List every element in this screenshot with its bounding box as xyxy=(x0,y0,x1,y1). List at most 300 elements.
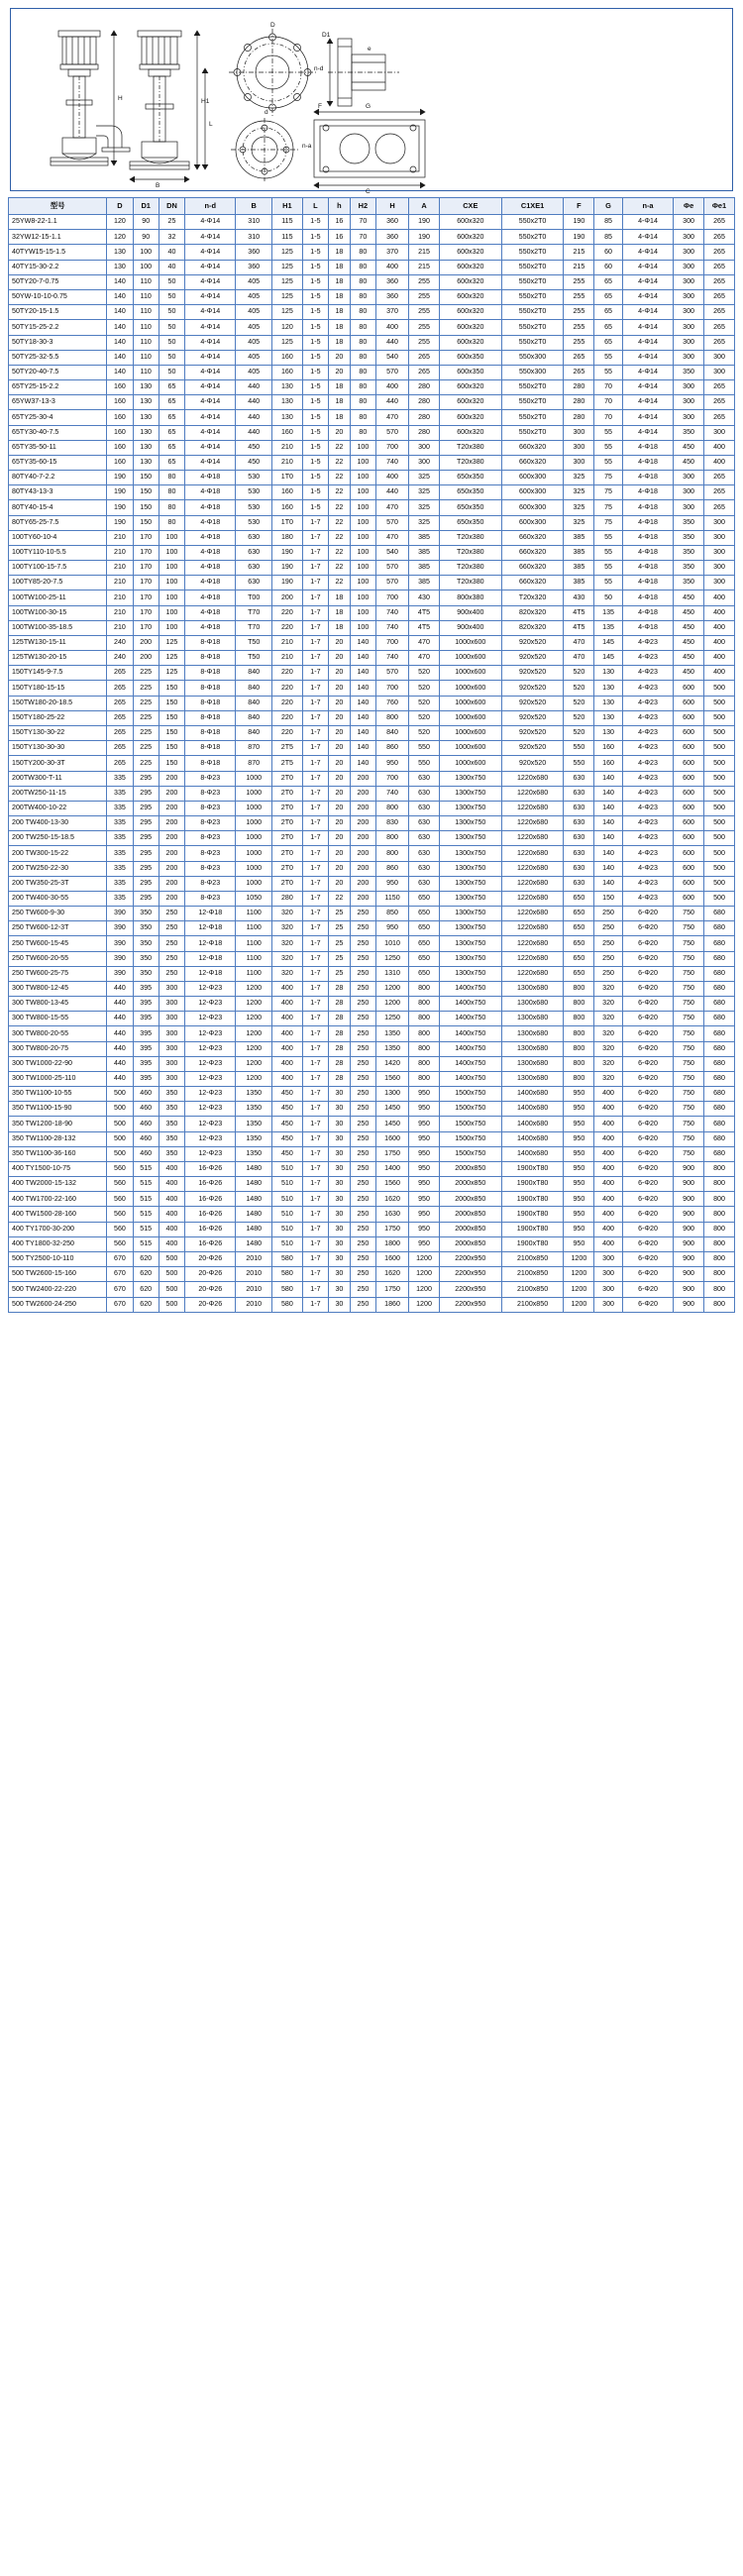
cell-value: 140 xyxy=(350,681,375,696)
cell-value: 750 xyxy=(674,1131,704,1146)
col-phi-e: Φe xyxy=(674,198,704,215)
cell-value: 160 xyxy=(107,380,133,395)
cell-value: 1220x680 xyxy=(501,771,564,786)
cell-model: 65TY35-50-11 xyxy=(9,440,107,455)
cell-value: 630 xyxy=(564,786,594,801)
col-H2: H2 xyxy=(350,198,375,215)
cell-value: 300 xyxy=(704,576,735,590)
cell-model: 500 TW2400-22-220 xyxy=(9,1282,107,1297)
cell-value: 405 xyxy=(236,305,272,320)
cell-value: 1-7 xyxy=(302,1102,328,1117)
cell-value: 220 xyxy=(271,696,302,710)
cell-value: 280 xyxy=(409,410,440,425)
cell-value: 450 xyxy=(674,651,704,666)
cell-value: 130 xyxy=(271,380,302,395)
cell-value: T20x380 xyxy=(439,530,501,545)
cell-value: 470 xyxy=(564,651,594,666)
cell-value: 515 xyxy=(133,1161,159,1176)
col-CXE: CXE xyxy=(439,198,501,215)
cell-value: 150 xyxy=(159,710,184,725)
cell-value: 800 xyxy=(375,801,408,815)
cell-value: 600x320 xyxy=(439,260,501,274)
table-row xyxy=(9,635,735,650)
cell-value: 215 xyxy=(564,260,594,274)
dim-label-D1: D1 xyxy=(322,32,331,39)
cell-value: 80 xyxy=(350,335,375,350)
cell-value: 510 xyxy=(271,1207,302,1222)
cell-value: 4-Φ18 xyxy=(622,605,673,620)
cell-value: 680 xyxy=(704,1012,735,1026)
cell-value: 55 xyxy=(594,425,623,440)
cell-value: 55 xyxy=(594,365,623,379)
cell-value: 210 xyxy=(271,635,302,650)
cell-value: 4-Φ14 xyxy=(185,260,236,274)
cell-value: 1-7 xyxy=(302,1012,328,1026)
cell-value: 460 xyxy=(133,1131,159,1146)
cell-value: 20 xyxy=(329,801,351,815)
cell-value: 1200 xyxy=(375,981,408,996)
cell-value: 1220x680 xyxy=(501,816,564,831)
table-row xyxy=(9,1056,735,1071)
cell-value: 950 xyxy=(409,1222,440,1236)
table-row xyxy=(9,1192,735,1207)
cell-value: 130 xyxy=(133,395,159,410)
table-row xyxy=(9,1161,735,1176)
cell-value: 125 xyxy=(271,335,302,350)
cell-value: 4-Φ18 xyxy=(185,515,236,530)
table-row xyxy=(9,651,735,666)
cell-value: 250 xyxy=(350,1297,375,1312)
cell-value: 405 xyxy=(236,290,272,305)
cell-value: 1750 xyxy=(375,1282,408,1297)
cell-value: 400 xyxy=(594,1177,623,1192)
cell-value: 310 xyxy=(236,230,272,245)
cell-value: 350 xyxy=(159,1117,184,1131)
cell-value: 515 xyxy=(133,1236,159,1251)
cell-value: 1300x680 xyxy=(501,1041,564,1056)
cell-value: 110 xyxy=(133,274,159,289)
cell-value: 16-Φ26 xyxy=(185,1192,236,1207)
cell-value: 130 xyxy=(594,666,623,681)
cell-value: 650x350 xyxy=(439,515,501,530)
cell-value: 550x2T0 xyxy=(501,274,564,289)
cell-value: 200 xyxy=(350,831,375,846)
cell-value: 385 xyxy=(564,561,594,576)
cell-value: 4-Φ14 xyxy=(622,425,673,440)
cell-value: 440 xyxy=(107,1071,133,1086)
cell-value: 300 xyxy=(674,274,704,289)
table-row xyxy=(9,1236,735,1251)
cell-value: 100 xyxy=(350,455,375,470)
cell-value: 1010 xyxy=(375,936,408,951)
cell-value: 6-Φ20 xyxy=(622,1282,673,1297)
cell-value: 250 xyxy=(350,951,375,966)
cell-value: 1250 xyxy=(375,951,408,966)
cell-value: 80 xyxy=(350,260,375,274)
table-row xyxy=(9,410,735,425)
cell-value: 900x400 xyxy=(439,605,501,620)
cell-value: 1620 xyxy=(375,1192,408,1207)
cell-value: 12-Φ23 xyxy=(185,1087,236,1102)
cell-value: 22 xyxy=(329,576,351,590)
cell-value: 4-Φ23 xyxy=(622,816,673,831)
cell-value: 520 xyxy=(409,681,440,696)
cell-value: 440 xyxy=(107,1056,133,1071)
cell-value: 600 xyxy=(674,741,704,756)
cell-value: T50 xyxy=(236,651,272,666)
cell-value: 1-7 xyxy=(302,651,328,666)
cell-value: 80 xyxy=(159,515,184,530)
cell-value: 2000x850 xyxy=(439,1222,501,1236)
cell-value: 800 xyxy=(409,1026,440,1041)
cell-value: 570 xyxy=(375,425,408,440)
cell-value: 550x2T0 xyxy=(501,395,564,410)
cell-value: 140 xyxy=(107,365,133,379)
cell-value: 350 xyxy=(133,907,159,921)
cell-value: 255 xyxy=(409,274,440,289)
cell-value: 4-Φ14 xyxy=(622,365,673,379)
cell-value: 1200 xyxy=(409,1252,440,1267)
cell-model: 50YW-10-10-0.75 xyxy=(9,290,107,305)
cell-value: 18 xyxy=(329,320,351,335)
cell-value: 8-Φ18 xyxy=(185,725,236,740)
cell-value: 4-Φ14 xyxy=(622,260,673,274)
cell-model: 350 TW1100-28-132 xyxy=(9,1131,107,1146)
cell-value: 75 xyxy=(594,515,623,530)
table-row xyxy=(9,1177,735,1192)
cell-value: 300 xyxy=(704,530,735,545)
cell-value: 140 xyxy=(594,831,623,846)
cell-value: 55 xyxy=(594,440,623,455)
cell-value: 1480 xyxy=(236,1222,272,1236)
cell-value: 140 xyxy=(350,725,375,740)
cell-value: 520 xyxy=(564,725,594,740)
cell-value: 4-Φ18 xyxy=(185,620,236,635)
cell-value: 630 xyxy=(409,846,440,861)
cell-value: 500 xyxy=(704,710,735,725)
cell-value: 1-7 xyxy=(302,530,328,545)
cell-value: 530 xyxy=(236,471,272,485)
table-row xyxy=(9,1267,735,1282)
cell-value: 360 xyxy=(375,230,408,245)
cell-model: 80TY40-15-4 xyxy=(9,500,107,515)
cell-value: 405 xyxy=(236,274,272,289)
cell-value: 50 xyxy=(159,290,184,305)
cell-value: 650x350 xyxy=(439,500,501,515)
cell-value: 1000x600 xyxy=(439,756,501,771)
cell-value: 500 xyxy=(159,1297,184,1312)
cell-model: 200 TW400-30-55 xyxy=(9,891,107,906)
cell-value: 4-Φ18 xyxy=(622,590,673,605)
cell-value: 2100x850 xyxy=(501,1282,564,1297)
cell-value: 125 xyxy=(271,305,302,320)
cell-value: 800 xyxy=(564,997,594,1012)
cell-value: 630 xyxy=(409,786,440,801)
cell-value: 16-Φ26 xyxy=(185,1236,236,1251)
table-row xyxy=(9,215,735,230)
cell-value: 400 xyxy=(159,1192,184,1207)
cell-value: 405 xyxy=(236,320,272,335)
cell-value: 950 xyxy=(409,1177,440,1192)
cell-value: T00 xyxy=(236,590,272,605)
cell-value: 1450 xyxy=(375,1102,408,1117)
cell-value: 800 xyxy=(375,710,408,725)
cell-value: 12-Φ23 xyxy=(185,1071,236,1086)
cell-value: 170 xyxy=(133,576,159,590)
cell-value: 140 xyxy=(350,666,375,681)
cell-value: 8-Φ23 xyxy=(185,771,236,786)
cell-value: 650 xyxy=(564,907,594,921)
cell-value: 140 xyxy=(107,350,133,365)
cell-value: 65 xyxy=(594,305,623,320)
dim-label-H: H xyxy=(118,95,123,102)
cell-value: 265 xyxy=(107,666,133,681)
cell-value: 430 xyxy=(564,590,594,605)
cell-value: 750 xyxy=(674,1146,704,1161)
cell-value: 1-7 xyxy=(302,1207,328,1222)
dim-label-n-d: n-d xyxy=(314,65,324,72)
cell-value: 300 xyxy=(674,471,704,485)
cell-value: 265 xyxy=(107,681,133,696)
cell-value: 110 xyxy=(133,365,159,379)
cell-value: 265 xyxy=(704,471,735,485)
cell-value: 160 xyxy=(107,425,133,440)
cell-value: 22 xyxy=(329,500,351,515)
cell-value: 1-7 xyxy=(302,981,328,996)
table-row xyxy=(9,861,735,876)
cell-value: 1300x680 xyxy=(501,1056,564,1071)
cell-value: 1-7 xyxy=(302,786,328,801)
cell-value: 830 xyxy=(375,816,408,831)
cell-value: 800 xyxy=(704,1222,735,1236)
cell-value: 4-Φ18 xyxy=(622,620,673,635)
cell-value: 190 xyxy=(564,230,594,245)
cell-value: 1300x750 xyxy=(439,831,501,846)
cell-value: 800 xyxy=(704,1236,735,1251)
cell-value: 450 xyxy=(674,620,704,635)
cell-value: 250 xyxy=(350,1026,375,1041)
cell-value: 670 xyxy=(107,1267,133,1282)
cell-value: 650 xyxy=(564,891,594,906)
cell-value: 6-Φ20 xyxy=(622,921,673,936)
table-row xyxy=(9,605,735,620)
cell-value: 740 xyxy=(375,651,408,666)
cell-value: 350 xyxy=(674,561,704,576)
cell-value: 680 xyxy=(704,1087,735,1102)
cell-value: 550 xyxy=(409,741,440,756)
cell-value: 650 xyxy=(409,966,440,981)
cell-value: 300 xyxy=(674,215,704,230)
dim-label-H1: H1 xyxy=(201,98,210,105)
cell-value: 12-Φ23 xyxy=(185,1102,236,1117)
cell-value: T20x380 xyxy=(439,455,501,470)
cell-value: 300 xyxy=(674,245,704,260)
cell-value: 1-7 xyxy=(302,936,328,951)
cell-value: 140 xyxy=(594,846,623,861)
cell-value: 950 xyxy=(564,1146,594,1161)
cell-model: 300 TW1000-22-90 xyxy=(9,1056,107,1071)
cell-value: 520 xyxy=(564,666,594,681)
cell-value: 440 xyxy=(107,1012,133,1026)
cell-value: 2100x850 xyxy=(501,1267,564,1282)
table-row xyxy=(9,380,735,395)
cell-value: 4-Φ18 xyxy=(622,545,673,560)
cell-value: 950 xyxy=(375,876,408,891)
cell-value: 130 xyxy=(271,410,302,425)
cell-value: 1-5 xyxy=(302,395,328,410)
cell-value: 1300x750 xyxy=(439,936,501,951)
cell-model: 100TY110-10-5.5 xyxy=(9,545,107,560)
cell-value: T50 xyxy=(236,635,272,650)
cell-model: 300 TW1000-25-110 xyxy=(9,1071,107,1086)
cell-value: 1300x750 xyxy=(439,786,501,801)
cell-value: 800 xyxy=(704,1192,735,1207)
cell-value: 265 xyxy=(564,350,594,365)
cell-value: 190 xyxy=(107,471,133,485)
cell-value: 265 xyxy=(704,335,735,350)
cell-value: 4-Φ14 xyxy=(185,290,236,305)
cell-value: 560 xyxy=(107,1236,133,1251)
cell-value: 4-Φ18 xyxy=(185,605,236,620)
cell-value: 320 xyxy=(594,997,623,1012)
cell-value: 1-7 xyxy=(302,545,328,560)
cell-value: 4-Φ23 xyxy=(622,891,673,906)
cell-value: 630 xyxy=(409,876,440,891)
cell-value: 18 xyxy=(329,380,351,395)
cell-value: 255 xyxy=(564,305,594,320)
cell-value: 1-7 xyxy=(302,1267,328,1282)
cell-value: 700 xyxy=(375,771,408,786)
cell-value: 140 xyxy=(107,274,133,289)
cell-value: 4-Φ14 xyxy=(185,455,236,470)
cell-value: 1300x680 xyxy=(501,1012,564,1026)
cell-value: 750 xyxy=(674,1117,704,1131)
cell-value: 700 xyxy=(375,681,408,696)
cell-value: 80 xyxy=(350,425,375,440)
cell-value: 300 xyxy=(159,1012,184,1026)
col-DN: DN xyxy=(159,198,184,215)
cell-value: 200 xyxy=(350,891,375,906)
cell-value: 265 xyxy=(704,260,735,274)
cell-value: 190 xyxy=(107,485,133,500)
cell-value: 125 xyxy=(159,635,184,650)
cell-value: 145 xyxy=(594,651,623,666)
cell-value: 515 xyxy=(133,1222,159,1236)
cell-value: 950 xyxy=(409,1102,440,1117)
cell-value: T20x380 xyxy=(439,545,501,560)
cell-model: 125TW130-20-15 xyxy=(9,651,107,666)
cell-value: 20 xyxy=(329,771,351,786)
cell-value: 135 xyxy=(594,605,623,620)
cell-value: 115 xyxy=(271,230,302,245)
cell-value: 800 xyxy=(704,1297,735,1312)
cell-value: 520 xyxy=(409,696,440,710)
cell-value: 1500x750 xyxy=(439,1117,501,1131)
cell-value: 1300x750 xyxy=(439,846,501,861)
table-row xyxy=(9,921,735,936)
cell-value: 400 xyxy=(704,635,735,650)
cell-value: 1-5 xyxy=(302,365,328,379)
table-row xyxy=(9,1041,735,1056)
cell-value: 150 xyxy=(133,485,159,500)
cell-value: 130 xyxy=(271,395,302,410)
cell-value: 30 xyxy=(329,1252,351,1267)
cell-value: 750 xyxy=(674,997,704,1012)
cell-value: 4T5 xyxy=(409,605,440,620)
cell-value: 225 xyxy=(133,710,159,725)
cell-value: 335 xyxy=(107,891,133,906)
cell-value: 4T5 xyxy=(409,620,440,635)
cell-value: 650 xyxy=(564,921,594,936)
cell-value: 400 xyxy=(594,1236,623,1251)
cell-value: 4-Φ14 xyxy=(622,305,673,320)
cell-value: 600x320 xyxy=(439,274,501,289)
cell-value: 220 xyxy=(271,710,302,725)
cell-value: 100 xyxy=(350,530,375,545)
cell-value: 1480 xyxy=(236,1207,272,1222)
cell-value: 650 xyxy=(564,951,594,966)
cell-value: 2T0 xyxy=(271,771,302,786)
cell-value: 1420 xyxy=(375,1056,408,1071)
cell-value: 400 xyxy=(159,1177,184,1192)
cell-value: 16 xyxy=(329,230,351,245)
cell-value: 130 xyxy=(594,681,623,696)
cell-value: 65 xyxy=(594,335,623,350)
cell-value: 265 xyxy=(107,710,133,725)
cell-model: 65TY35-60-15 xyxy=(9,455,107,470)
cell-value: 920x520 xyxy=(501,635,564,650)
table-row xyxy=(9,966,735,981)
cell-value: 1350 xyxy=(375,1026,408,1041)
cell-value: 300 xyxy=(674,500,704,515)
cell-value: 18 xyxy=(329,290,351,305)
cell-value: 800 xyxy=(704,1252,735,1267)
cell-value: 4-Φ18 xyxy=(622,471,673,485)
table-row xyxy=(9,907,735,921)
cell-value: 300 xyxy=(674,395,704,410)
cell-value: 370 xyxy=(375,305,408,320)
cell-value: 600x320 xyxy=(439,320,501,335)
cell-value: 800 xyxy=(409,1056,440,1071)
cell-value: 265 xyxy=(704,395,735,410)
cell-value: 1-7 xyxy=(302,831,328,846)
cell-value: 4-Φ14 xyxy=(185,395,236,410)
cell-value: 1-7 xyxy=(302,1117,328,1131)
col-F: F xyxy=(564,198,594,215)
cell-value: 300 xyxy=(564,440,594,455)
cell-value: 920x520 xyxy=(501,666,564,681)
cell-value: 4-Φ23 xyxy=(622,710,673,725)
cell-value: 470 xyxy=(409,651,440,666)
cell-value: 20 xyxy=(329,725,351,740)
cell-value: 1220x680 xyxy=(501,801,564,815)
cell-value: 570 xyxy=(375,666,408,681)
cell-model: 250 TW600-12-3T xyxy=(9,921,107,936)
table-row xyxy=(9,756,735,771)
cell-value: 140 xyxy=(350,741,375,756)
cell-value: 320 xyxy=(594,1012,623,1026)
cell-model: 200TW300-T-11 xyxy=(9,771,107,786)
cell-value: 515 xyxy=(133,1192,159,1207)
cell-value: 225 xyxy=(133,756,159,771)
cell-model: 40TYW15-15-1.5 xyxy=(9,245,107,260)
cell-value: 190 xyxy=(271,545,302,560)
cell-value: 1-7 xyxy=(302,1282,328,1297)
cell-value: 405 xyxy=(236,335,272,350)
cell-value: 1800 xyxy=(375,1236,408,1251)
dim-label-D: D xyxy=(270,22,275,29)
table-row xyxy=(9,786,735,801)
